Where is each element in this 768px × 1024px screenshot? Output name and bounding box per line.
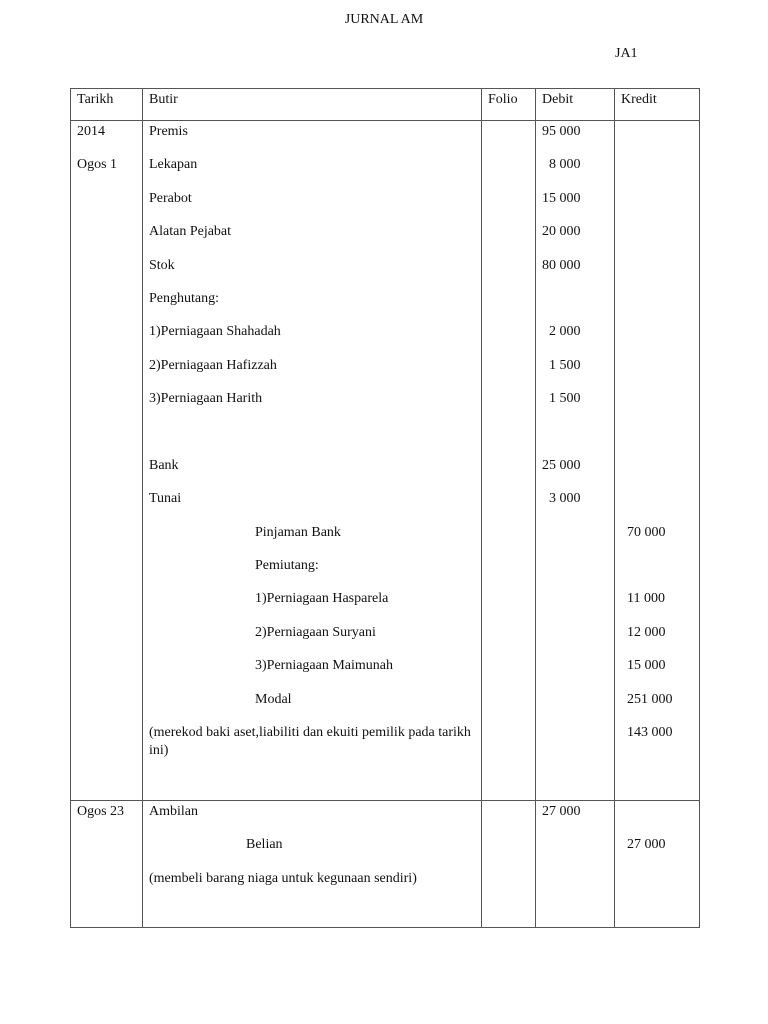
entry-debit-cell <box>536 121 615 801</box>
debit-value: 15 000 <box>542 190 581 206</box>
entry-folio-cell <box>482 801 536 928</box>
debit-amount <box>542 154 608 187</box>
account-line: Stok <box>149 257 175 273</box>
account-line: 1)Perniagaan Shahadah <box>149 324 281 340</box>
account-line: 3)Perniagaan Harith <box>149 391 263 407</box>
general-journal-table <box>70 88 700 928</box>
credit-amount <box>621 555 693 588</box>
account-line: Modal <box>255 691 292 707</box>
account-line: Tunai <box>149 491 182 507</box>
account-line: Pemiutang: <box>255 558 319 574</box>
debit-amount <box>542 288 608 321</box>
debit-amount <box>542 455 608 488</box>
entry-folio-cell <box>482 121 536 801</box>
debit-value: 20 000 <box>542 224 581 240</box>
table-header-row <box>71 89 700 121</box>
entry-narration: (merekod baki aset,liabiliti dan ekuiti pemilik pada tarikh ini) <box>149 725 471 759</box>
column-header-description: Butir <box>143 89 482 121</box>
credit-amount: 251 000 <box>627 691 673 707</box>
debit-amount <box>542 488 608 521</box>
account-line: Perabot <box>149 190 192 206</box>
debit-value: 3 000 <box>542 491 581 507</box>
column-header-date: Tarikh <box>71 89 143 121</box>
credit-amount: 27 000 <box>627 837 666 853</box>
account-line: Bank <box>149 457 179 473</box>
account-line: Pinjaman Bank <box>255 524 341 540</box>
entry-date-cell <box>71 121 143 801</box>
debit-amount <box>542 388 608 421</box>
debit-value: 1 500 <box>542 391 581 407</box>
entry-credit-cell <box>615 121 700 801</box>
column-header-folio: Folio <box>482 89 536 121</box>
entry-date: Ogos 23 <box>77 804 125 820</box>
account-line: 2)Perniagaan Hafizzah <box>149 357 277 373</box>
entry-description-cell <box>143 801 482 928</box>
debit-value: 95 000 <box>542 124 581 139</box>
debit-amount <box>542 255 608 288</box>
entry-description-cell <box>143 121 482 801</box>
column-header-debit: Debit <box>536 89 615 121</box>
debit-value: 8 000 <box>542 157 581 173</box>
debit-amount <box>542 188 608 221</box>
journal-title: JURNAL AM <box>344 12 424 27</box>
entry-credit-cell <box>615 801 700 928</box>
account-line: 1)Perniagaan Hasparela <box>255 591 389 607</box>
debit-amount <box>542 221 608 254</box>
debit-value: 1 500 <box>542 357 581 373</box>
account-line: Belian <box>246 837 283 853</box>
account-line: Ambilan <box>149 804 198 820</box>
journal-reference: JA1 <box>615 46 638 61</box>
entry-debit-cell <box>536 801 615 928</box>
debit-value: 80 000 <box>542 257 581 273</box>
debit-value: 2 000 <box>542 324 581 340</box>
debit-value: 25 000 <box>542 457 581 473</box>
entry-narration: (membeli barang niaga untuk kegunaan sendiri) <box>149 870 417 886</box>
account-line: Penghutang: <box>149 290 219 306</box>
entry-year: 2014 <box>77 124 105 139</box>
credit-amount: 11 000 <box>627 591 665 607</box>
account-line: Lekapan <box>149 157 198 173</box>
credit-amount: 12 000 <box>627 624 666 640</box>
credit-amount: 70 000 <box>627 524 666 540</box>
blank-line <box>149 422 475 455</box>
debit-amount <box>542 121 608 154</box>
debit-amount: 27 000 <box>542 804 581 820</box>
account-line: Premis <box>149 124 188 139</box>
account-line: 2)Perniagaan Suryani <box>255 624 376 640</box>
debit-amount <box>542 321 608 354</box>
debit-amount <box>542 422 608 455</box>
account-line: 3)Perniagaan Maimunah <box>255 658 394 674</box>
debit-amount <box>542 355 608 388</box>
entry-date-cell <box>71 801 143 928</box>
journal-entry-opening <box>71 121 700 801</box>
column-header-credit: Kredit <box>615 89 700 121</box>
entry-date: Ogos 1 <box>77 157 118 173</box>
credit-amount: 143 000 <box>627 725 673 741</box>
credit-amount: 15 000 <box>627 658 666 674</box>
journal-entry-drawings <box>71 801 700 928</box>
account-line: Alatan Pejabat <box>149 224 232 240</box>
